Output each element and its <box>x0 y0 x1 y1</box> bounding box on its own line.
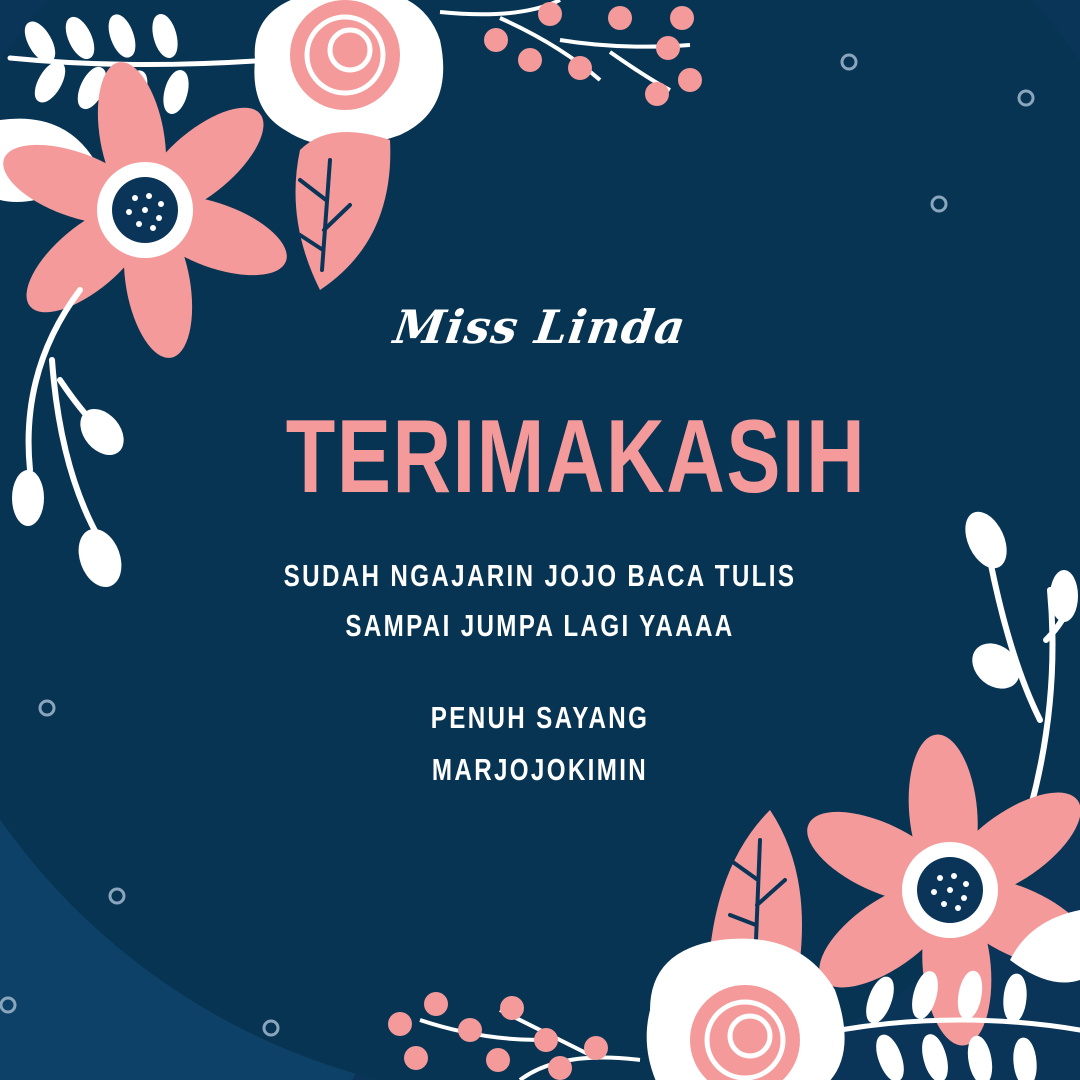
message-line-1: SUDAH NGAJARIN JOJO BACA TULIS <box>283 558 797 593</box>
bubble-icon <box>1 998 15 1012</box>
bubble-icon <box>842 55 856 69</box>
bubble-icon <box>264 1021 278 1035</box>
leaf-icon <box>296 132 391 290</box>
berries-icon <box>388 992 640 1080</box>
bud-stem-icon <box>957 505 1078 810</box>
rose-icon <box>647 939 845 1080</box>
teacher-name: Miss Linda <box>390 300 690 354</box>
signoff-line-2: MARJOJOKIMIN <box>431 752 649 787</box>
bubble-icon <box>1019 91 1033 105</box>
rose-icon <box>254 0 443 146</box>
bubble-icon <box>110 889 124 903</box>
signoff-line-1: PENUH SAYANG <box>430 700 650 735</box>
berries-icon <box>440 0 702 106</box>
message-line-2: SAMPAI JUMPA LAGI YAAAA <box>345 608 735 643</box>
headline-title: TERIMAKASIH <box>285 399 867 515</box>
bubble-icon <box>932 197 946 211</box>
bubble-icon <box>40 701 54 715</box>
